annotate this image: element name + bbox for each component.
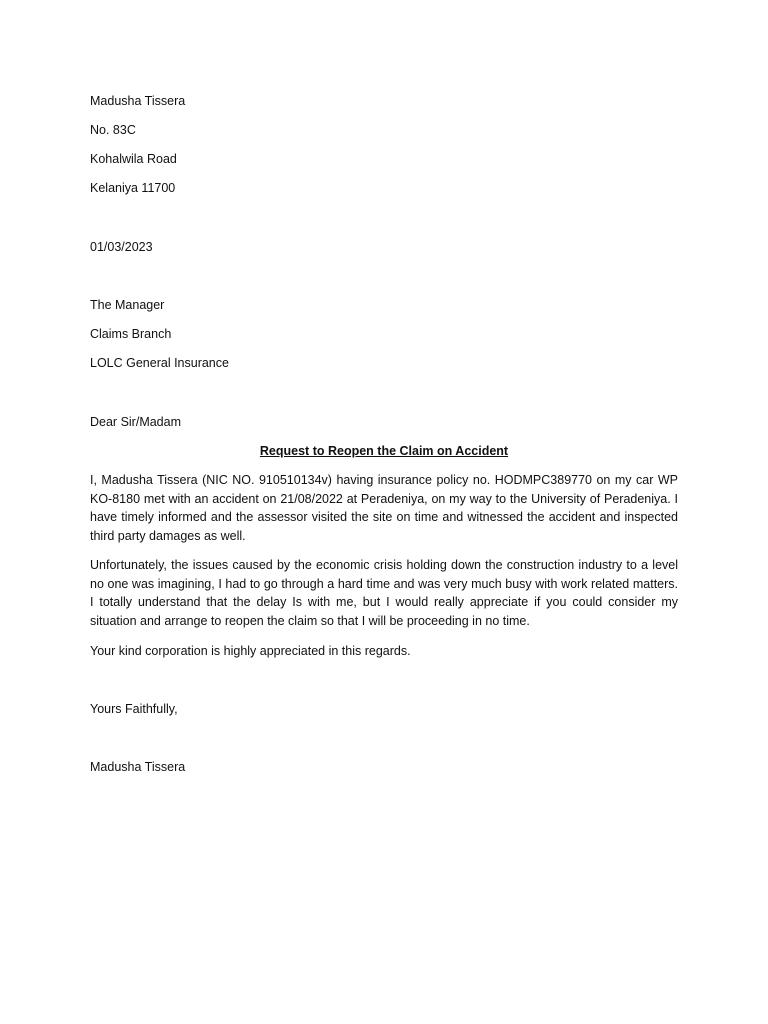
body-paragraph-2: Unfortunately, the issues caused by the economic crisis holding down the construction industry to a level no one was imagining, I had to go through a hard time and was very much busy with work related matters. I totally understand that the delay Is with me, but I would really appreciate if you could consider my situation and arrange to reopen the claim so that I will be proceeding in no time. xyxy=(90,558,678,629)
letter-subject: Request to Reopen the Claim on Accident xyxy=(259,444,509,458)
signature-name: Madusha Tissera xyxy=(90,760,186,774)
recipient-company: LOLC General Insurance xyxy=(90,356,229,370)
recipient-department: Claims Branch xyxy=(90,327,172,341)
sender-address-line2: Kohalwila Road xyxy=(90,152,177,166)
letter-date: 01/03/2023 xyxy=(90,240,153,254)
salutation: Dear Sir/Madam xyxy=(90,415,181,429)
body-paragraph-3: Your kind corporation is highly appreciated in this regards. xyxy=(90,644,411,658)
recipient-title: The Manager xyxy=(90,298,165,312)
body-paragraph-1: I, Madusha Tissera (NIC NO. 910510134v) having insurance policy no. HODMPC389770 on my car WP KO-8180 met with an accident on 21/08/2022 at Peradeniya, on my way to the University of Peradeniya. I have timely informed and the assessor visited the site on time and witnessed the accident and inspected third party damages as well. xyxy=(90,473,678,544)
closing: Yours Faithfully, xyxy=(90,702,178,716)
sender-address-line1: No. 83C xyxy=(90,123,136,137)
sender-name: Madusha Tissera xyxy=(90,94,186,108)
sender-address-line3: Kelaniya 11700 xyxy=(90,181,176,195)
